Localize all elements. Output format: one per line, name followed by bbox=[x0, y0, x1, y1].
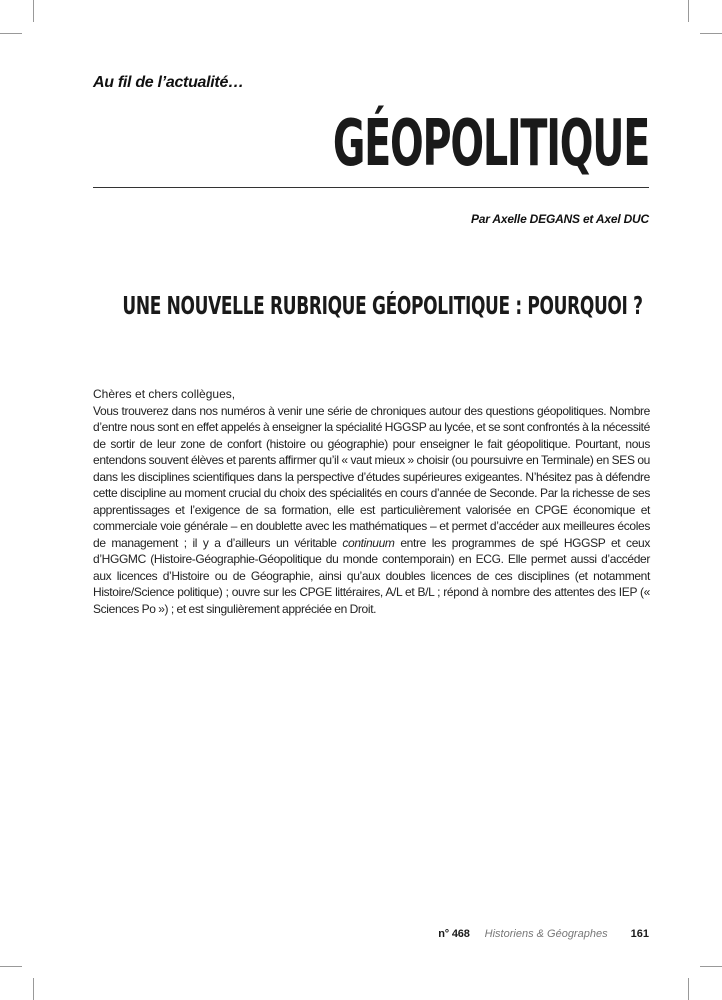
body-text-italic: continuum bbox=[342, 535, 395, 550]
issue-number: n° 468 bbox=[438, 928, 470, 940]
article-body bbox=[93, 386, 650, 617]
crop-mark-bottom-right bbox=[688, 978, 689, 1000]
body-paragraph bbox=[93, 403, 650, 618]
crop-mark-bottom-left-h bbox=[0, 966, 22, 967]
salutation: Chères et chers collègues, bbox=[93, 387, 236, 401]
page-number: 161 bbox=[630, 928, 649, 940]
crop-mark-bottom-right-h bbox=[700, 966, 722, 967]
body-text-part-2: entre les programmes de spé HGGSP et ceux d’HGGMC (Histoire-Géographie-Géopolitique du monde contemporain) en ECG. Elle permet aussi d’accéder aux licences d’Histoire ou de Géographie, ainsi qu’aux doubles licences de ces disciplines (et notamment Histoire/Science politique) ; ouvre sur les CPGE littéraires, A/L et B/L ; répond à nombre des attentes des IEP (« Sciences Po ») ; et est singulièrement appréciée en Droit. bbox=[93, 535, 650, 616]
article-subtitle-text: UNE NOUVELLE RUBRIQUE GÉOPOLITIQUE : POURQUOI ? bbox=[122, 291, 643, 320]
section-rubric: Au fil de l’actualité… bbox=[93, 74, 244, 91]
journal-name: Historiens & Géographes bbox=[484, 928, 608, 940]
crop-mark-top-right-h bbox=[700, 33, 722, 34]
title-divider bbox=[93, 187, 649, 188]
page-footer bbox=[438, 928, 649, 940]
crop-mark-top-right bbox=[688, 0, 689, 22]
crop-mark-top-left-h bbox=[0, 33, 22, 34]
body-text-part-1: Vous trouverez dans nos numéros à venir une série de chroniques autour des questions géopolitiques. Nombre d’entre nous sont en effet appelés à enseigner la spécialité HGGSP au lycée, et se sont confrontés à la nécessité de sortir de leur zone de confort (histoire ou géographie) pour enseigner le fait géopolitique. Pourtant, nous entendons souvent élèves et parents affirmer qu’il « vaut mieux » choisir (ou poursuivre en Terminale) en SES ou dans les disciplines scientifiques dans la perspective d’études supérieures exigeantes. N’hésitez pas à défendre cette discipline au moment crucial du choix des spécialités en cours d’année de Seconde. Par la richesse de ses apprentissages et l’exigence de sa formation, elle est particulièrement valorisée en CPGE économique et commerciale voie générale – en doublette avec les mathématiques – et permet d’accéder aux meilleures écoles de management ; il y a d’ailleurs un véritable bbox=[93, 403, 650, 550]
article-subtitle bbox=[0, 291, 722, 321]
crop-mark-top-left bbox=[33, 0, 34, 22]
page-title: GÉOPOLITIQUE bbox=[332, 107, 649, 181]
author-byline: Par Axelle DEGANS et Axel DUC bbox=[470, 212, 649, 226]
crop-mark-bottom-left bbox=[33, 978, 34, 1000]
